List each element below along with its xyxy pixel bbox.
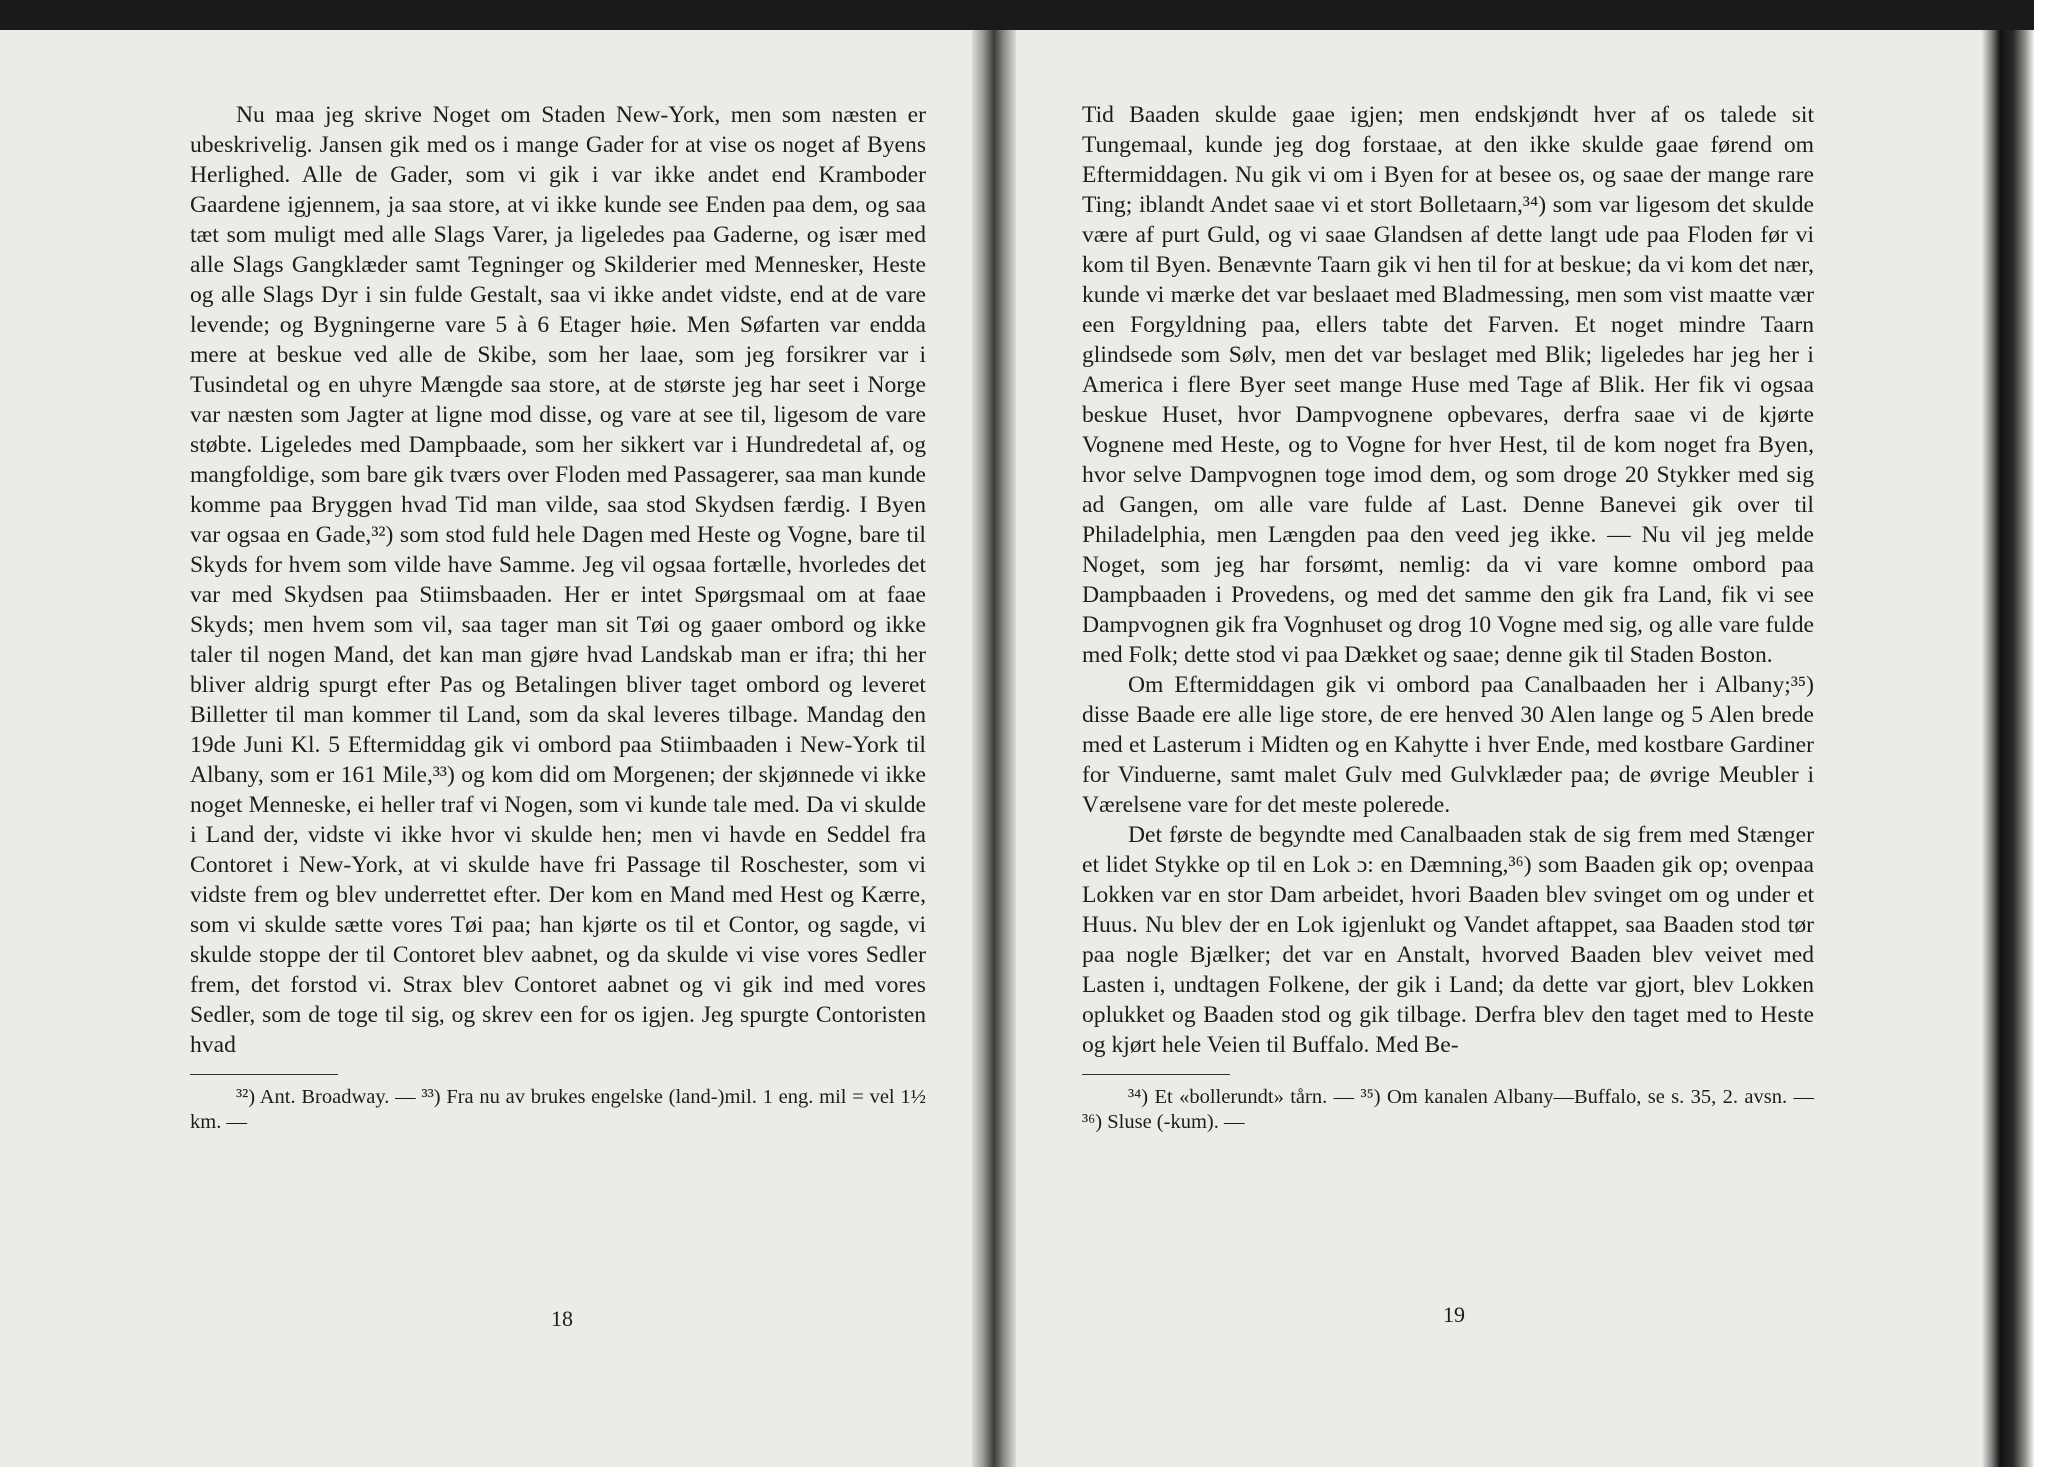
- scan-right-border: [1982, 30, 2034, 1467]
- right-page-number: 19: [1443, 1302, 1465, 1327]
- left-page-number: 18: [551, 1306, 573, 1331]
- footnote-rule: [1082, 1074, 1230, 1075]
- book-spine-shadow: [972, 30, 1016, 1467]
- left-page-paragraph: Nu maa jeg skrive Noget om Staden New-York, men som næsten er ubeskrivelig. Jansen gik med os i mange Gader for at vise os noget af Byens Herlighed. Alle de Gader, som vi gik i var ikke andet end Kramboder Gaardene igjennem, ja saa store, at vi ikke kunde see Enden paa dem, og saa tæt som muligt med alle Slags Varer, ja ligeledes paa Gaderne, og især med alle Slags Gangklæder samt Tegninger og Skilderier med Mennesker, Heste og alle Slags Dyr i sin fulde Gestalt, saa vi ikke andet vidste, end at de vare levende; og Bygningerne vare 5 à 6 Etager høie. Men Søfarten var endda mere at beskue ved alle de Skibe, som her laae, som jeg forsikrer var i Tusindetal og en uhyre Mængde saa store, at de største jeg har seet i Norge var næsten som Jagter at ligne mod disse, og vare at see til, ligesom de vare støbte. Ligeledes med Dampbaade, som her sikkert var i Hundredetal af, og mangfoldige, som bare gik tværs over Floden med Passagerer, saa man kunde komme paa Bryggen hvad Tid man vilde, saa stod Skydsen færdig. I Byen var ogsaa en Gade,³²) som stod fuld hele Dagen med Heste og Vogne, bare til Skyds for hvem som vilde have Samme. Jeg vil ogsaa fortælle, hvorledes det var med Skydsen paa Stiimsbaaden. Her er intet Spørgsmaal om at faae Skyds; men hvem som vil, saa tager man sit Tøi og gaaer ombord og ikke taler til nogen Mand, det kan man gjøre hvad Landskab man er ifra; thi her bliver aldrig spurgt efter Pas og Betalingen bliver taget ombord og leveret Billetter til man kommer til Land, som da skal leveres tilbage. Mandag den 19de Juni Kl. 5 Eftermiddag gik vi ombord paa Stiimbaaden i New-York til Albany, som er 161 Mile,³³) og kom did om Morgenen; der skjønnede vi ikke noget Menneske, ei heller traf vi Nogen, som vi kunde tale med. Da vi skulde i Land der, vidste vi ikke hvor vi skulde hen; men vi havde en Seddel fra Contoret i New-York, at vi skulde have fri Passage til Roschester, som vi vidste frem og blev underrettet efter. Der kom en Mand med Hest og Kærre, som vi skulde sætte vores Tøi paa; han kjørte os til et Contor, og sagde, vi skulde stoppe der til Contoret blev aabnet, og da skulde vi vise vores Sedler frem, det forstod vi. Strax blev Contoret aabnet og vi gik ind med vores Sedler, som de toge til sig, og skrev een for os igjen. Jeg spurgte Contoristen hvad: [190, 102, 926, 1058]
- footnote-rule: [190, 1074, 338, 1075]
- left-page: [190, 100, 926, 1360]
- left-page-footnote: ³²) Ant. Broadway. — ³³) Fra nu av brukes engelske (land-)mil. 1 eng. mil = vel 1½ km. —: [190, 1086, 926, 1133]
- scan-right-edge: [2034, 0, 2048, 1467]
- right-page-paragraph: Om Eftermiddagen gik vi ombord paa Canalbaaden her i Albany;³⁵) disse Baade ere alle lige store, de ere henved 30 Alen lange og 5 Alen brede med et Lasterum i Midten og en Kahytte i hver Ende, med kostbare Gardiner for Vinduerne, samt malet Gulv med Gulvklæder paa; de øvrige Meubler i Værelsene vare for det meste polerede.: [1082, 672, 1814, 818]
- right-page-footnote: ³⁴) Et «bollerundt» tårn. — ³⁵) Om kanalen Albany—Buffalo, se s. 35, 2. avsn. — ³⁶) Sluse (-kum). —: [1082, 1086, 1814, 1133]
- right-page: [1082, 100, 1814, 1360]
- right-page-paragraph: Det første de begyndte med Canalbaaden stak de sig frem med Stænger et lidet Stykke op til en Lok ɔ: en Dæmning,³⁶) som Baaden gik op; ovenpaa Lokken var en stor Dam arbeidet, hvori Baaden blev svinget om og under et Huus. Nu blev der en Lok igjenlukt og Vandet aftappet, saa Baaden stod tør paa nogle Bjælker; det var en Anstalt, hvorved Baaden blev veivet med Lasten i, undtagen Folkene, der gik i Land; da dette var gjort, blev Lokken oplukket og Baaden stod og gik tilbage. Derfra blev den taget med to Heste og kjørt hele Veien til Buffalo. Med Be-: [1082, 822, 1814, 1058]
- scan-frame-top: [0, 0, 2048, 30]
- right-page-paragraph: Tid Baaden skulde gaae igjen; men endskjøndt hver af os talede sit Tungemaal, kunde jeg dog forstaae, at den ikke skulde gaae førend om Eftermiddagen. Nu gik vi om i Byen for at besee os, og saae der mange rare Ting; iblandt Andet saae vi et stort Bolletaarn,³⁴) som var ligesom det skulde være af purt Guld, og vi saae Glandsen af dette langt ude paa Floden før vi kom til Byen. Benævnte Taarn gik vi hen til for at beskue; da vi kom det nær, kunde vi mærke det var beslaaet med Bladmessing, men som vist maatte vær een Forgyldning paa, ellers tabte det Farven. Et noget mindre Taarn glindsede som Sølv, men det var beslaget med Blik; ligeledes har jeg her i America i flere Byer seet mange Huse med Tage af Blik. Her fik vi ogsaa beskue Huset, hvor Dampvognene opbevares, derfra saae vi de kjørte Vognene med Heste, og to Vogne for hver Hest, til de kom noget fra Byen, hvor selve Dampvognen toge imod dem, og som droge 20 Stykker med sig ad Gangen, om alle vare fulde af Last. Denne Banevei gik over til Philadelphia, men Længden paa den veed jeg ikke. — Nu vil jeg melde Noget, som jeg har forsømt, nemlig: da vi vare komne ombord paa Dampbaaden i Provedens, og med det samme den gik fra Land, fik vi see Dampvognen gik fra Vognhuset og drog 10 Vogne med sig, og alle vare fulde med Folk; dette stod vi paa Dækket og saae; denne gik til Staden Boston.: [1082, 102, 1814, 668]
